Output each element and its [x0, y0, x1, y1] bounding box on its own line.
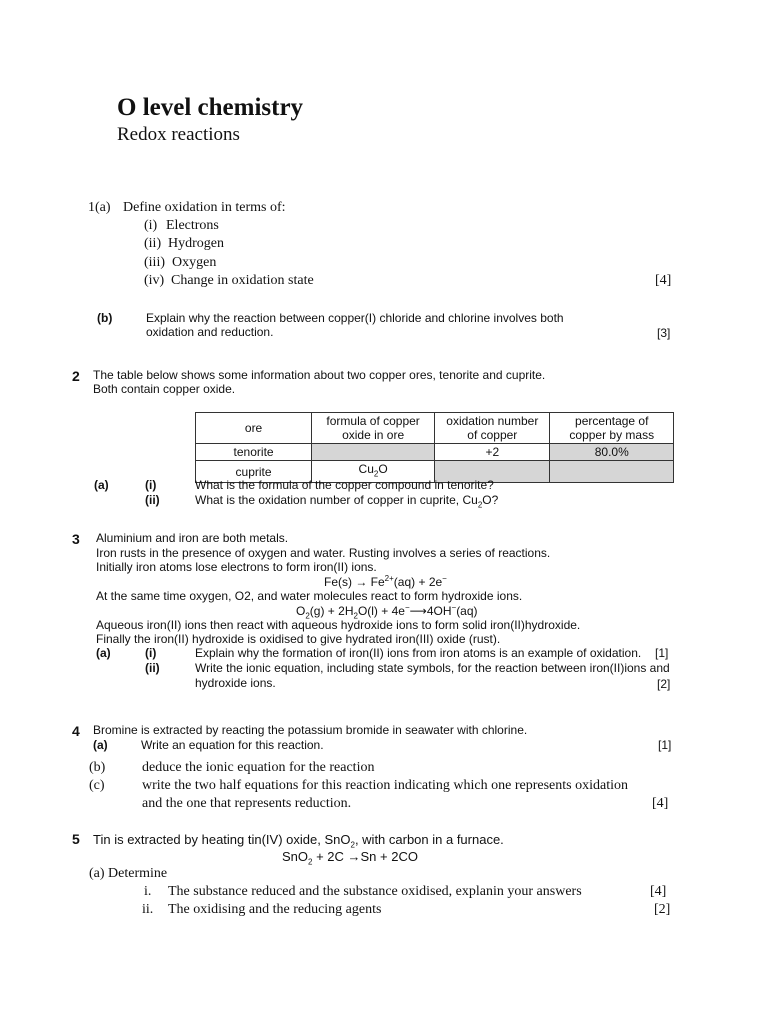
- q1b-text-line1: Explain why the reaction between copper(I) chloride and chlorine involves both: [146, 311, 564, 325]
- table-row: [196, 444, 674, 461]
- q3aii-label: (ii): [145, 661, 160, 675]
- q4a-marks: [1]: [658, 738, 672, 752]
- q3ai-marks: [1]: [655, 646, 669, 660]
- q1-item-text: Electrons: [166, 218, 219, 233]
- q2aii-text: What is the oxidation number of copper in cuprite, $Cu_2O$?: [195, 493, 499, 510]
- q3-equation-2: $O_2(g) + 2H_2O(l)$ + 4e−⟶4OH−(aq): [296, 603, 478, 621]
- q2ai-text: What is the formula of the copper compound in tenorite?: [195, 478, 494, 492]
- q3-line: Initially iron atoms lose electrons to form iron(II) ions.: [96, 560, 377, 574]
- q2-line2: Both contain copper oxide.: [93, 382, 236, 396]
- q4c-text-line2: and the one that represents reduction.: [142, 796, 352, 811]
- q4a-label: (a): [93, 738, 108, 752]
- table-cell: tenorite: [196, 444, 312, 461]
- q2-line1: The table below shows some information about two copper ores, tenorite and cuprite.: [93, 368, 546, 382]
- q4b-label: (b): [89, 760, 106, 775]
- q5-equation: SnO$_2$ + 2C →Sn + 2CO: [282, 849, 418, 867]
- q1b-label: (b): [97, 311, 113, 325]
- q1b-marks: [3]: [657, 326, 671, 340]
- q1-stem: Define oxidation in terms of:: [123, 200, 286, 215]
- q4c-text-line1: write the two half equations for this reaction indicating which one represents oxidation: [142, 778, 628, 793]
- q4c-marks: [4]: [652, 796, 669, 811]
- page-title: O level chemistry: [117, 94, 304, 121]
- q1-item-num: (i): [144, 218, 158, 233]
- q5aii-label: ii.: [142, 902, 154, 917]
- q1b-text-line2: oxidation and reduction.: [146, 325, 274, 339]
- q5a-text: (a) Determine: [89, 866, 168, 881]
- q1-item-text: Change in oxidation state: [171, 273, 314, 288]
- q5ai-text: The substance reduced and the substance oxidised, explanin your answers: [168, 884, 582, 899]
- q3-line: Iron rusts in the presence of oxygen and water. Rusting involves a series of reactions.: [96, 546, 551, 560]
- q1-item-num: (iv): [144, 273, 165, 288]
- table-header-cell: ore: [196, 413, 312, 444]
- q1-item-text: Oxygen: [172, 255, 217, 270]
- q1-item-num: (ii): [144, 236, 162, 251]
- q4-number: 4: [72, 723, 80, 739]
- table-header-cell: oxidation number of copper: [435, 413, 550, 444]
- q5ai-label: i.: [144, 884, 152, 899]
- q3-line: Aqueous iron(II) ions then react with aqueous hydroxide ions to form solid iron(II)hydroxide.: [96, 618, 581, 632]
- table-cell: +2: [435, 444, 550, 461]
- table-cell: 80.0%: [550, 444, 674, 461]
- table-cell: [312, 444, 435, 461]
- q3a-label: (a): [96, 646, 111, 660]
- table-header-cell: percentage of copper by mass: [550, 413, 674, 444]
- q1a-marks: [4]: [655, 273, 672, 288]
- q3-line: At the same time oxygen, O2, and water molecules react to form hydroxide ions.: [96, 589, 523, 603]
- q1-item-num: (iii): [144, 255, 165, 270]
- q3-equation-1: $Fe(s) \to Fe^{2+}(aq) + 2e^-$: [324, 574, 447, 589]
- q3ai-label: (i): [145, 646, 157, 660]
- q3-number: 3: [72, 531, 80, 547]
- q5-stem: Tin is extracted by heating tin(IV) oxide, SnO$_2$, with carbon in a furnace.: [93, 832, 504, 850]
- q2aii-label: (ii): [145, 493, 160, 507]
- q2-number: 2: [72, 368, 80, 384]
- q5ai-marks: [4]: [650, 884, 667, 899]
- q1-item-text: Hydrogen: [168, 236, 224, 251]
- q3aii-text-line2: hydroxide ions.: [195, 676, 276, 690]
- q4a-text: Write an equation for this reaction.: [141, 738, 324, 752]
- q4c-label: (c): [89, 778, 105, 793]
- q3ai-text: Explain why the formation of iron(II) ions from iron atoms is an example of oxidation.: [195, 646, 642, 660]
- q1-label: 1(a): [88, 200, 111, 215]
- table-cell: cuprite: [196, 461, 312, 483]
- ore-table: [195, 412, 674, 483]
- table-cell: $Cu_2O$: [312, 461, 435, 483]
- q5aii-text: The oxidising and the reducing agents: [168, 902, 382, 917]
- table-header-row: [196, 413, 674, 444]
- q3-line: Aluminium and iron are both metals.: [96, 531, 289, 545]
- q4-stem: Bromine is extracted by reacting the potassium bromide in seawater with chlorine.: [93, 723, 528, 737]
- q3aii-marks: [2]: [657, 677, 671, 691]
- q2a-label: (a): [94, 478, 109, 492]
- table-header-cell: formula of copper oxide in ore: [312, 413, 435, 444]
- q3aii-text-line1: Write the ionic equation, including state symbols, for the reaction between iron(II)ions and: [195, 661, 670, 675]
- q5aii-marks: [2]: [654, 902, 671, 917]
- page-subtitle: Redox reactions: [117, 124, 240, 145]
- q4b-text: deduce the ionic equation for the reaction: [142, 760, 375, 775]
- table-cell: [550, 461, 674, 483]
- q2ai-label: (i): [145, 478, 157, 492]
- q5-number: 5: [72, 831, 80, 847]
- q3-line: Finally the iron(II) hydroxide is oxidised to give hydrated iron(III) oxide (rust).: [96, 632, 501, 646]
